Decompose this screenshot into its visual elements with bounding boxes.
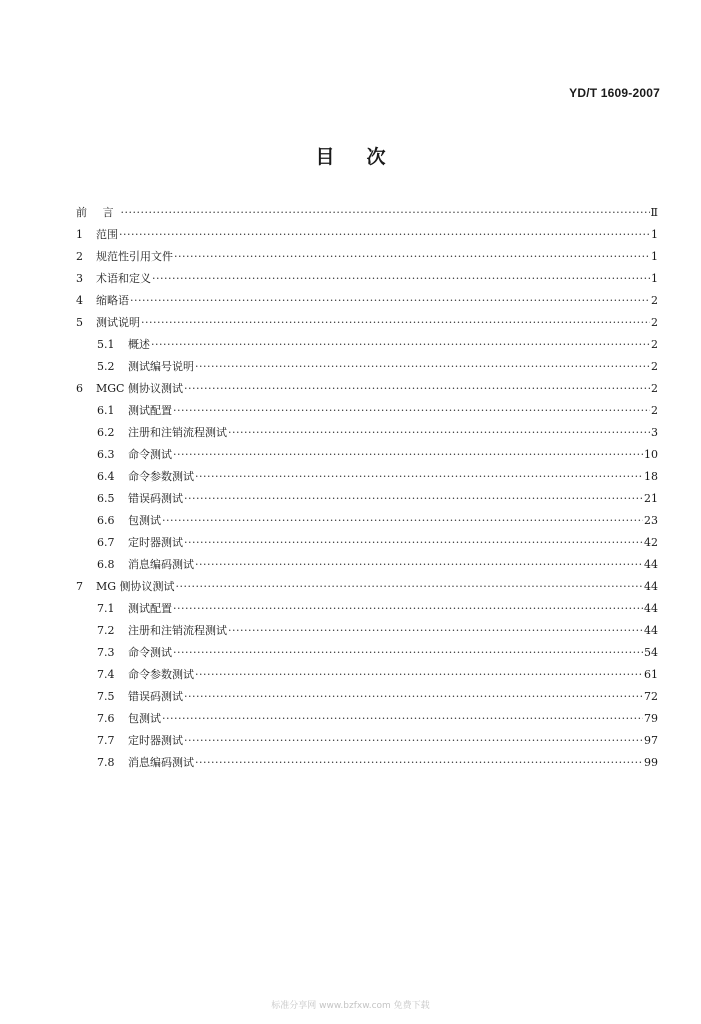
toc-entry-title: 错误码测试 bbox=[128, 690, 183, 703]
toc-entry-number: 7.6 bbox=[97, 712, 115, 725]
toc-entry[interactable] bbox=[0, 554, 701, 576]
toc-entry[interactable] bbox=[0, 620, 701, 642]
toc-entry[interactable] bbox=[0, 642, 701, 664]
toc-entry[interactable] bbox=[0, 312, 701, 334]
toc-entry-title: 测试配置 bbox=[128, 404, 172, 417]
toc-leader-dots bbox=[195, 466, 643, 488]
toc-entry-number: 3 bbox=[76, 272, 83, 285]
toc-leader-dots bbox=[173, 400, 650, 422]
toc-entry-title: 注册和注销流程测试 bbox=[128, 426, 227, 439]
toc-entry-number: 7.7 bbox=[97, 734, 115, 747]
toc-entry[interactable] bbox=[0, 334, 701, 356]
toc-entry-page: 2 bbox=[651, 382, 658, 395]
toc-entry-title: 命令测试 bbox=[128, 448, 172, 461]
toc-entry-title: 缩略语 bbox=[96, 294, 129, 307]
toc-leader-dots bbox=[184, 488, 643, 510]
toc-entry-page: 21 bbox=[644, 492, 658, 505]
toc-entry-number: 1 bbox=[76, 228, 83, 241]
toc-leader-dots bbox=[228, 620, 643, 642]
toc-entry-number: 5 bbox=[76, 316, 83, 329]
toc-leader-dots bbox=[195, 554, 643, 576]
toc-entry-number: 6.3 bbox=[97, 448, 115, 461]
toc-entry-title: 命令参数测试 bbox=[128, 668, 194, 681]
toc-entry-number: 5.1 bbox=[97, 338, 115, 351]
toc-entry-title: MG 侧协议测试 bbox=[96, 580, 175, 593]
toc-entry-title: 术语和定义 bbox=[96, 272, 151, 285]
toc-entry[interactable] bbox=[0, 246, 701, 268]
toc-entry-page: 72 bbox=[644, 690, 658, 703]
toc-entry-page: 44 bbox=[644, 580, 658, 593]
toc-entry[interactable] bbox=[0, 268, 701, 290]
toc-entry-number: 6.8 bbox=[97, 558, 115, 571]
footer-watermark: 标准分享网 www.bzfxw.com 免费下载 bbox=[271, 1001, 430, 1011]
toc-entry[interactable] bbox=[0, 730, 701, 752]
toc-entry-page: 97 bbox=[644, 734, 658, 747]
toc-leader-dots bbox=[121, 202, 650, 224]
toc-entry-page: 3 bbox=[651, 426, 658, 439]
toc-entry-title: 定时器测试 bbox=[128, 734, 183, 747]
toc-entry-title: 包测试 bbox=[128, 514, 161, 527]
toc-entry-title: 消息编码测试 bbox=[128, 756, 194, 769]
toc-entry-page: 99 bbox=[644, 756, 658, 769]
toc-entry-number: 5.2 bbox=[97, 360, 115, 373]
toc-entry[interactable] bbox=[0, 356, 701, 378]
toc-leader-dots bbox=[173, 642, 643, 664]
toc-leader-dots bbox=[151, 334, 650, 356]
toc-entry-number: 6.4 bbox=[97, 470, 115, 483]
toc-entry-number: 6.6 bbox=[97, 514, 115, 527]
toc-leader-dots bbox=[141, 312, 650, 334]
table-of-contents bbox=[0, 202, 701, 774]
toc-entry-title: 概述 bbox=[128, 338, 150, 351]
toc-entry-title: 前 言 bbox=[76, 206, 120, 219]
toc-entry-page: 79 bbox=[644, 712, 658, 725]
toc-entry-number: 6.5 bbox=[97, 492, 115, 505]
toc-entry-title: 范围 bbox=[96, 228, 118, 241]
toc-leader-dots bbox=[162, 510, 643, 532]
toc-entry-page: 18 bbox=[644, 470, 658, 483]
toc-entry[interactable] bbox=[0, 400, 701, 422]
toc-entry-number: 7 bbox=[76, 580, 83, 593]
toc-leader-dots bbox=[184, 532, 643, 554]
toc-entry-title: 测试说明 bbox=[96, 316, 140, 329]
toc-entry-title: 注册和注销流程测试 bbox=[128, 624, 227, 637]
toc-entry-page: Ⅱ bbox=[650, 206, 658, 219]
toc-entry-title: MGC 侧协议测试 bbox=[96, 382, 183, 395]
toc-entry[interactable] bbox=[0, 202, 701, 224]
toc-entry[interactable] bbox=[0, 378, 701, 400]
toc-entry-page: 2 bbox=[651, 338, 658, 351]
toc-entry[interactable] bbox=[0, 422, 701, 444]
toc-entry-number: 7.4 bbox=[97, 668, 115, 681]
toc-entry-page: 10 bbox=[644, 448, 658, 461]
toc-entry[interactable] bbox=[0, 664, 701, 686]
toc-entry-number: 7.5 bbox=[97, 690, 115, 703]
toc-entry[interactable] bbox=[0, 598, 701, 620]
toc-entry-number: 6.7 bbox=[97, 536, 115, 549]
toc-entry[interactable] bbox=[0, 466, 701, 488]
toc-entry-number: 4 bbox=[76, 294, 83, 307]
toc-entry-number: 2 bbox=[76, 250, 83, 263]
toc-entry-number: 7.1 bbox=[97, 602, 115, 615]
toc-entry[interactable] bbox=[0, 510, 701, 532]
toc-leader-dots bbox=[184, 686, 643, 708]
toc-leader-dots bbox=[162, 708, 643, 730]
toc-leader-dots bbox=[130, 290, 650, 312]
toc-entry-title: 定时器测试 bbox=[128, 536, 183, 549]
toc-leader-dots bbox=[119, 224, 650, 246]
toc-entry-title: 错误码测试 bbox=[128, 492, 183, 505]
toc-entry-title: 命令测试 bbox=[128, 646, 172, 659]
page-title: 目次 bbox=[315, 146, 418, 168]
toc-entry[interactable] bbox=[0, 686, 701, 708]
toc-entry-page: 61 bbox=[644, 668, 658, 681]
toc-entry[interactable] bbox=[0, 488, 701, 510]
toc-entry[interactable] bbox=[0, 576, 701, 598]
toc-entry[interactable] bbox=[0, 444, 701, 466]
toc-entry-number: 6.2 bbox=[97, 426, 115, 439]
toc-entry[interactable] bbox=[0, 708, 701, 730]
toc-entry-title: 测试编号说明 bbox=[128, 360, 194, 373]
toc-entry[interactable] bbox=[0, 290, 701, 312]
toc-entry-page: 23 bbox=[644, 514, 658, 527]
toc-leader-dots bbox=[176, 576, 643, 598]
toc-entry-title: 消息编码测试 bbox=[128, 558, 194, 571]
toc-entry-number: 6.1 bbox=[97, 404, 115, 417]
toc-entry-page: 42 bbox=[644, 536, 658, 549]
toc-entry-page: 2 bbox=[651, 360, 658, 373]
toc-entry[interactable] bbox=[0, 532, 701, 554]
toc-entry-title: 规范性引用文件 bbox=[96, 250, 173, 263]
toc-entry[interactable] bbox=[0, 224, 701, 246]
toc-entry-number: 7.8 bbox=[97, 756, 115, 769]
toc-entry-page: 2 bbox=[651, 316, 658, 329]
toc-entry-page: 54 bbox=[644, 646, 658, 659]
toc-entry-page: 1 bbox=[651, 250, 658, 263]
toc-leader-dots bbox=[195, 664, 643, 686]
toc-entry-number: 7.2 bbox=[97, 624, 115, 637]
toc-leader-dots bbox=[173, 598, 643, 620]
toc-entry-page: 2 bbox=[651, 404, 658, 417]
toc-entry-page: 2 bbox=[651, 294, 658, 307]
toc-entry-page: 44 bbox=[644, 624, 658, 637]
toc-entry-number: 7.3 bbox=[97, 646, 115, 659]
toc-leader-dots bbox=[228, 422, 650, 444]
toc-entry-number: 6 bbox=[76, 382, 83, 395]
toc-entry-title: 测试配置 bbox=[128, 602, 172, 615]
toc-leader-dots bbox=[184, 730, 643, 752]
toc-entry-page: 44 bbox=[644, 602, 658, 615]
toc-leader-dots bbox=[184, 378, 650, 400]
toc-leader-dots bbox=[195, 752, 643, 774]
toc-leader-dots bbox=[152, 268, 650, 290]
toc-entry-page: 44 bbox=[644, 558, 658, 571]
toc-entry-title: 包测试 bbox=[128, 712, 161, 725]
toc-leader-dots bbox=[195, 356, 650, 378]
toc-entry-page: 1 bbox=[651, 272, 658, 285]
toc-entry[interactable] bbox=[0, 752, 701, 774]
toc-entry-title: 命令参数测试 bbox=[128, 470, 194, 483]
toc-leader-dots bbox=[173, 444, 643, 466]
toc-leader-dots bbox=[174, 246, 650, 268]
toc-entry-page: 1 bbox=[651, 228, 658, 241]
document-code: YD/T 1609-2007 bbox=[569, 86, 660, 100]
